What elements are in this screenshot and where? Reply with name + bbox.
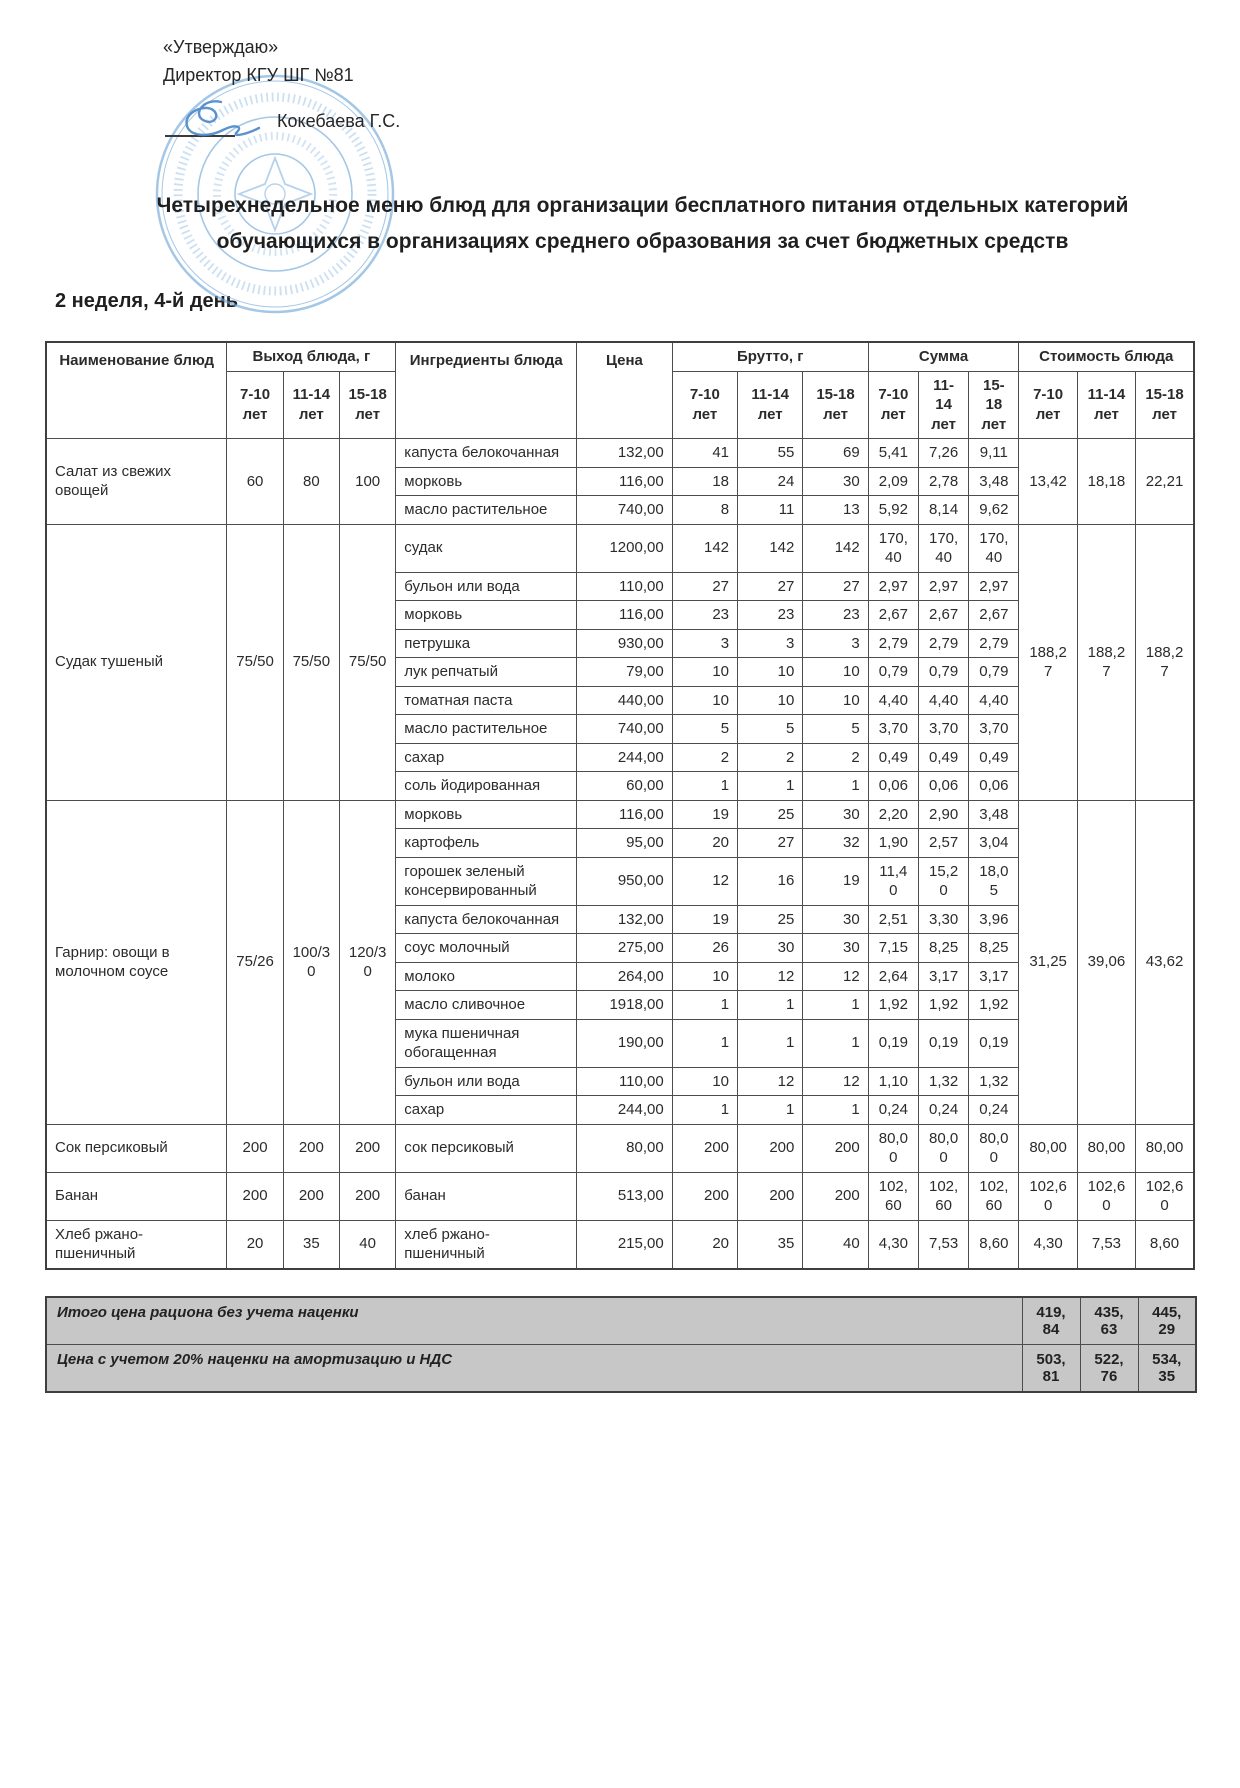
document-page	[0, 34, 1240, 1788]
brutto-value: 12	[738, 1067, 803, 1096]
dish-name: Судак тушеный	[46, 524, 227, 800]
brutto-value: 18	[672, 467, 737, 496]
sum-value: 2,97	[868, 572, 918, 601]
ingredient-price: 116,00	[577, 800, 672, 829]
brutto-value: 1	[738, 1096, 803, 1125]
dish-output: 200	[283, 1172, 339, 1220]
sum-value: 5,92	[868, 496, 918, 525]
brutto-value: 23	[803, 601, 868, 630]
sum-value: 102,60	[868, 1172, 918, 1220]
dish-output: 200	[227, 1172, 283, 1220]
ingredient-row	[46, 1124, 1194, 1172]
ingredient-price: 79,00	[577, 658, 672, 687]
header-age-group: 15-18 лет	[1136, 371, 1194, 439]
cost-value: 22,21	[1136, 439, 1194, 525]
brutto-value: 27	[738, 829, 803, 858]
cost-value: 80,00	[1136, 1124, 1194, 1172]
ingredient-price: 132,00	[577, 905, 672, 934]
brutto-value: 23	[672, 601, 737, 630]
totals-value: 534,35	[1138, 1344, 1196, 1392]
ingredient-name: соль йодированная	[396, 772, 577, 801]
sum-value: 80,00	[918, 1124, 968, 1172]
ingredient-price: 740,00	[577, 715, 672, 744]
sum-value: 8,14	[918, 496, 968, 525]
dish-output: 75/50	[339, 524, 395, 800]
cost-value: 31,25	[1019, 800, 1077, 1124]
sum-value: 1,32	[918, 1067, 968, 1096]
sum-value: 7,15	[868, 934, 918, 963]
brutto-value: 1	[738, 1019, 803, 1067]
sum-value: 3,48	[969, 800, 1019, 829]
sum-value: 0,49	[969, 743, 1019, 772]
brutto-value: 1	[672, 1019, 737, 1067]
sum-value: 2,67	[969, 601, 1019, 630]
brutto-value: 10	[738, 658, 803, 687]
brutto-value: 2	[738, 743, 803, 772]
sum-value: 18,05	[969, 857, 1019, 905]
brutto-value: 142	[672, 524, 737, 572]
week-day-subtitle: 2 неделя, 4-й день	[55, 290, 239, 312]
ingredient-price: 440,00	[577, 686, 672, 715]
ingredient-name: сок персиковый	[396, 1124, 577, 1172]
dish-name: Хлеб ржано-пшеничный	[46, 1220, 227, 1269]
cost-value: 80,00	[1019, 1124, 1077, 1172]
ingredient-name: лук репчатый	[396, 658, 577, 687]
brutto-value: 41	[672, 439, 737, 468]
sum-value: 2,79	[969, 629, 1019, 658]
sum-value: 2,79	[918, 629, 968, 658]
totals-value: 435,63	[1080, 1297, 1138, 1345]
ingredient-price: 116,00	[577, 601, 672, 630]
dish-output: 100	[339, 439, 395, 525]
sum-value: 11,40	[868, 857, 918, 905]
sum-value: 2,79	[868, 629, 918, 658]
brutto-value: 1	[803, 772, 868, 801]
sum-value: 1,90	[868, 829, 918, 858]
totals-value: 419,84	[1022, 1297, 1080, 1345]
ingredient-name: петрушка	[396, 629, 577, 658]
brutto-value: 27	[738, 572, 803, 601]
sum-value: 9,62	[969, 496, 1019, 525]
brutto-value: 35	[738, 1220, 803, 1269]
sum-value: 5,41	[868, 439, 918, 468]
sum-value: 3,17	[918, 962, 968, 991]
ingredient-price: 215,00	[577, 1220, 672, 1269]
brutto-value: 23	[738, 601, 803, 630]
brutto-value: 200	[738, 1124, 803, 1172]
sum-value: 2,97	[969, 572, 1019, 601]
sum-value: 8,25	[969, 934, 1019, 963]
sum-value: 2,78	[918, 467, 968, 496]
ingredient-name: морковь	[396, 800, 577, 829]
ingredient-name: томатная паста	[396, 686, 577, 715]
brutto-value: 13	[803, 496, 868, 525]
ingredient-price: 80,00	[577, 1124, 672, 1172]
dish-output: 120/30	[339, 800, 395, 1124]
header-age-group: 11-14 лет	[283, 371, 339, 439]
ingredient-name: масло растительное	[396, 496, 577, 525]
ingredient-price: 244,00	[577, 1096, 672, 1125]
brutto-value: 5	[803, 715, 868, 744]
approval-director: Директор КГУ ШГ №81	[163, 64, 354, 85]
brutto-value: 25	[738, 905, 803, 934]
ingredient-price: 190,00	[577, 1019, 672, 1067]
sum-value: 7,53	[918, 1220, 968, 1269]
sum-value: 4,40	[918, 686, 968, 715]
cost-value: 188,27	[1136, 524, 1194, 800]
sum-value: 170,40	[969, 524, 1019, 572]
brutto-value: 20	[672, 829, 737, 858]
dish-output: 200	[283, 1124, 339, 1172]
brutto-value: 69	[803, 439, 868, 468]
ingredient-name: морковь	[396, 601, 577, 630]
sum-value: 3,96	[969, 905, 1019, 934]
sum-value: 0,06	[868, 772, 918, 801]
sum-value: 2,09	[868, 467, 918, 496]
ingredient-name: мука пшеничная обогащенная	[396, 1019, 577, 1067]
ingredient-row	[46, 800, 1194, 829]
brutto-value: 25	[738, 800, 803, 829]
sum-value: 102,60	[918, 1172, 968, 1220]
header-age-group: 11-14 лет	[1077, 371, 1135, 439]
brutto-value: 10	[672, 1067, 737, 1096]
cost-value: 102,60	[1136, 1172, 1194, 1220]
dish-name: Салат из свежих овощей	[46, 439, 227, 525]
dish-output: 200	[339, 1124, 395, 1172]
brutto-value: 10	[672, 962, 737, 991]
ingredient-name: картофель	[396, 829, 577, 858]
sum-value: 7,26	[918, 439, 968, 468]
ingredient-price: 264,00	[577, 962, 672, 991]
header-ingredients: Ингредиенты блюда	[396, 342, 577, 439]
brutto-value: 10	[672, 686, 737, 715]
brutto-value: 12	[803, 1067, 868, 1096]
brutto-value: 2	[803, 743, 868, 772]
sum-value: 2,97	[918, 572, 968, 601]
brutto-value: 1	[672, 991, 737, 1020]
header-age-group: 7-10 лет	[672, 371, 737, 439]
sum-value: 0,49	[918, 743, 968, 772]
sum-value: 0,06	[918, 772, 968, 801]
approval-block	[163, 34, 1240, 136]
brutto-value: 8	[672, 496, 737, 525]
totals-label: Цена с учетом 20% наценки на амортизацию и НДС	[46, 1344, 1022, 1392]
ingredient-name: сахар	[396, 743, 577, 772]
brutto-value: 26	[672, 934, 737, 963]
dish-output: 100/30	[283, 800, 339, 1124]
ingredient-row	[46, 1172, 1194, 1220]
header-age-group: 7-10 лет	[1019, 371, 1077, 439]
brutto-value: 200	[803, 1124, 868, 1172]
sum-value: 8,25	[918, 934, 968, 963]
sum-value: 0,06	[969, 772, 1019, 801]
dish-output: 200	[227, 1124, 283, 1172]
dish-name: Сок персиковый	[46, 1124, 227, 1172]
brutto-value: 10	[738, 686, 803, 715]
totals-value: 522,76	[1080, 1344, 1138, 1392]
sum-value: 0,24	[868, 1096, 918, 1125]
brutto-value: 200	[803, 1172, 868, 1220]
brutto-value: 40	[803, 1220, 868, 1269]
approval-name: Кокебаева Г.С.	[277, 110, 401, 131]
brutto-value: 2	[672, 743, 737, 772]
brutto-value: 142	[803, 524, 868, 572]
sum-value: 0,19	[969, 1019, 1019, 1067]
sum-value: 1,32	[969, 1067, 1019, 1096]
sum-value: 3,70	[918, 715, 968, 744]
brutto-value: 1	[672, 772, 737, 801]
sum-value: 4,40	[868, 686, 918, 715]
dish-output: 20	[227, 1220, 283, 1269]
ingredient-price: 950,00	[577, 857, 672, 905]
ingredient-price: 116,00	[577, 467, 672, 496]
brutto-value: 16	[738, 857, 803, 905]
ingredient-price: 930,00	[577, 629, 672, 658]
ingredient-row	[46, 1220, 1194, 1269]
ingredient-name: соус молочный	[396, 934, 577, 963]
cost-value: 39,06	[1077, 800, 1135, 1124]
ingredient-price: 95,00	[577, 829, 672, 858]
brutto-value: 1	[803, 991, 868, 1020]
cost-value: 7,53	[1077, 1220, 1135, 1269]
sum-value: 1,92	[868, 991, 918, 1020]
cost-value: 188,27	[1019, 524, 1077, 800]
brutto-value: 30	[803, 934, 868, 963]
dish-name: Гарнир: овощи в молочном соусе	[46, 800, 227, 1124]
brutto-value: 12	[672, 857, 737, 905]
ingredient-name: масло сливочное	[396, 991, 577, 1020]
header-price: Цена	[577, 342, 672, 439]
ingredient-price: 110,00	[577, 572, 672, 601]
header-cost: Стоимость блюда	[1019, 342, 1194, 371]
brutto-value: 3	[672, 629, 737, 658]
ingredient-name: масло растительное	[396, 715, 577, 744]
ingredient-name: судак	[396, 524, 577, 572]
sum-value: 3,04	[969, 829, 1019, 858]
sum-value: 15,20	[918, 857, 968, 905]
dish-output: 75/50	[283, 524, 339, 800]
sum-value: 0,19	[868, 1019, 918, 1067]
sum-value: 3,70	[868, 715, 918, 744]
sum-value: 0,79	[969, 658, 1019, 687]
ingredient-price: 60,00	[577, 772, 672, 801]
ingredient-price: 110,00	[577, 1067, 672, 1096]
ingredient-name: капуста белокочанная	[396, 439, 577, 468]
brutto-value: 1	[738, 772, 803, 801]
sum-value: 3,48	[969, 467, 1019, 496]
header-age-group: 11-14 лет	[738, 371, 803, 439]
sum-value: 102,60	[969, 1172, 1019, 1220]
sum-value: 170,40	[918, 524, 968, 572]
totals-value: 503,81	[1022, 1344, 1080, 1392]
sum-value: 0,19	[918, 1019, 968, 1067]
brutto-value: 27	[672, 572, 737, 601]
ingredient-name: морковь	[396, 467, 577, 496]
brutto-value: 20	[672, 1220, 737, 1269]
ingredient-price: 740,00	[577, 496, 672, 525]
menu-table	[45, 341, 1195, 1270]
ingredient-price: 132,00	[577, 439, 672, 468]
ingredient-row	[46, 439, 1194, 468]
cost-value: 188,27	[1077, 524, 1135, 800]
ingredient-name: хлеб ржано-пшеничный	[396, 1220, 577, 1269]
cost-value: 80,00	[1077, 1124, 1135, 1172]
brutto-value: 30	[803, 905, 868, 934]
ingredient-price: 1918,00	[577, 991, 672, 1020]
ingredient-price: 1200,00	[577, 524, 672, 572]
sum-value: 170,40	[868, 524, 918, 572]
ingredient-name: бульон или вода	[396, 572, 577, 601]
brutto-value: 200	[738, 1172, 803, 1220]
ingredient-name: бульон или вода	[396, 1067, 577, 1096]
brutto-value: 30	[803, 467, 868, 496]
dish-output: 35	[283, 1220, 339, 1269]
sum-value: 0,79	[918, 658, 968, 687]
brutto-value: 55	[738, 439, 803, 468]
brutto-value: 12	[738, 962, 803, 991]
sum-value: 0,24	[918, 1096, 968, 1125]
sum-value: 2,20	[868, 800, 918, 829]
header-age-group: 15-18 лет	[339, 371, 395, 439]
ingredient-name: банан	[396, 1172, 577, 1220]
approval-quote: «Утверждаю»	[163, 37, 279, 57]
menu-table-header	[46, 342, 1194, 439]
header-age-group: 11-14 лет	[918, 371, 968, 439]
ingredient-price: 275,00	[577, 934, 672, 963]
totals-row	[46, 1344, 1196, 1392]
brutto-value: 200	[672, 1124, 737, 1172]
header-brutto: Брутто, г	[672, 342, 868, 371]
sum-value: 4,30	[868, 1220, 918, 1269]
brutto-value: 142	[738, 524, 803, 572]
ingredient-price: 513,00	[577, 1172, 672, 1220]
brutto-value: 12	[803, 962, 868, 991]
sum-value: 2,57	[918, 829, 968, 858]
sum-value: 1,10	[868, 1067, 918, 1096]
dish-output: 75/26	[227, 800, 283, 1124]
dish-output: 40	[339, 1220, 395, 1269]
cost-value: 4,30	[1019, 1220, 1077, 1269]
sum-value: 8,60	[969, 1220, 1019, 1269]
header-age-group: 15-18 лет	[803, 371, 868, 439]
dish-output: 80	[283, 439, 339, 525]
header-age-group: 7-10 лет	[227, 371, 283, 439]
brutto-value: 10	[803, 686, 868, 715]
brutto-value: 5	[738, 715, 803, 744]
header-output: Выход блюда, г	[227, 342, 396, 371]
ingredient-name: сахар	[396, 1096, 577, 1125]
signature-icon	[163, 96, 271, 142]
totals-row	[46, 1297, 1196, 1345]
cost-value: 102,60	[1077, 1172, 1135, 1220]
dish-output: 60	[227, 439, 283, 525]
brutto-value: 30	[803, 800, 868, 829]
cost-value: 43,62	[1136, 800, 1194, 1124]
brutto-value: 1	[803, 1096, 868, 1125]
sum-value: 2,90	[918, 800, 968, 829]
brutto-value: 3	[738, 629, 803, 658]
brutto-value: 27	[803, 572, 868, 601]
brutto-value: 1	[738, 991, 803, 1020]
brutto-value: 10	[803, 658, 868, 687]
sum-value: 0,79	[868, 658, 918, 687]
brutto-value: 19	[672, 800, 737, 829]
sum-value: 0,49	[868, 743, 918, 772]
brutto-value: 1	[803, 1019, 868, 1067]
brutto-value: 19	[672, 905, 737, 934]
sum-value: 3,30	[918, 905, 968, 934]
ingredient-name: капуста белокочанная	[396, 905, 577, 934]
header-age-group: 7-10 лет	[868, 371, 918, 439]
sum-value: 80,00	[868, 1124, 918, 1172]
brutto-value: 24	[738, 467, 803, 496]
header-age-group: 15-18 лет	[969, 371, 1019, 439]
ingredient-name: молоко	[396, 962, 577, 991]
sum-value: 80,00	[969, 1124, 1019, 1172]
totals-table	[45, 1296, 1197, 1393]
sum-value: 2,67	[868, 601, 918, 630]
sum-value: 3,17	[969, 962, 1019, 991]
totals-value: 445,29	[1138, 1297, 1196, 1345]
sum-value: 1,92	[918, 991, 968, 1020]
sum-value: 0,24	[969, 1096, 1019, 1125]
ingredient-name: горошек зеленый консервированный	[396, 857, 577, 905]
brutto-value: 5	[672, 715, 737, 744]
sum-value: 9,11	[969, 439, 1019, 468]
brutto-value: 200	[672, 1172, 737, 1220]
dish-name: Банан	[46, 1172, 227, 1220]
brutto-value: 3	[803, 629, 868, 658]
dish-output: 75/50	[227, 524, 283, 800]
sum-value: 2,67	[918, 601, 968, 630]
sum-value: 3,70	[969, 715, 1019, 744]
brutto-value: 30	[738, 934, 803, 963]
cost-value: 8,60	[1136, 1220, 1194, 1269]
ingredient-price: 244,00	[577, 743, 672, 772]
brutto-value: 32	[803, 829, 868, 858]
cost-value: 18,18	[1077, 439, 1135, 525]
document-title: Четырехнедельное меню блюд для организации бесплатного питания отдельных категорий обучающихся в организациях среднего образования за счет бюджетных средств	[156, 193, 1129, 253]
brutto-value: 1	[672, 1096, 737, 1125]
sum-value: 2,51	[868, 905, 918, 934]
ingredient-row	[46, 524, 1194, 572]
brutto-value: 11	[738, 496, 803, 525]
sum-value: 2,64	[868, 962, 918, 991]
brutto-value: 19	[803, 857, 868, 905]
cost-value: 102,60	[1019, 1172, 1077, 1220]
totals-label: Итого цена рациона без учета наценки	[46, 1297, 1022, 1345]
dish-output: 200	[339, 1172, 395, 1220]
menu-table-body	[46, 439, 1194, 1269]
brutto-value: 10	[672, 658, 737, 687]
cost-value: 13,42	[1019, 439, 1077, 525]
header-dish: Наименование блюд	[46, 342, 227, 439]
sum-value: 1,92	[969, 991, 1019, 1020]
sum-value: 4,40	[969, 686, 1019, 715]
header-sum: Сумма	[868, 342, 1019, 371]
